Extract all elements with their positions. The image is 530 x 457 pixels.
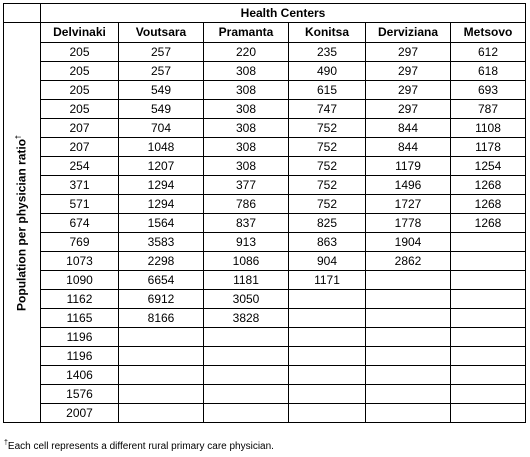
table-row	[4, 404, 526, 423]
row-label-text: Population per physician ratio	[14, 138, 29, 311]
column-header-delvinaki: Delvinaki	[41, 23, 119, 43]
table-cell: 297	[366, 62, 451, 81]
table-cell: 254	[41, 157, 119, 176]
table-cell: 377	[204, 176, 289, 195]
table-cell	[119, 366, 204, 385]
table-cell	[289, 347, 366, 366]
table-cell: 8166	[119, 309, 204, 328]
table-cell	[204, 404, 289, 423]
table-cell	[289, 404, 366, 423]
table-cell: 863	[289, 233, 366, 252]
health-centers-table	[3, 3, 526, 423]
table-cell: 1162	[41, 290, 119, 309]
column-header-konitsa: Konitsa	[289, 23, 366, 43]
table-cell: 752	[289, 138, 366, 157]
table-cell: 693	[451, 81, 526, 100]
table-cell: 3050	[204, 290, 289, 309]
table-cell: 3583	[119, 233, 204, 252]
table-cell: 1294	[119, 195, 204, 214]
table-cell: 205	[41, 43, 119, 62]
table-row	[4, 43, 526, 62]
column-header-voutsara: Voutsara	[119, 23, 204, 43]
table-cell: 752	[289, 176, 366, 195]
table-cell: 1406	[41, 366, 119, 385]
table-cell: 308	[204, 119, 289, 138]
table-cell: 1904	[366, 233, 451, 252]
table-cell	[289, 309, 366, 328]
table-cell: 207	[41, 138, 119, 157]
table-cell: 615	[289, 81, 366, 100]
table-cell: 1178	[451, 138, 526, 157]
table-cell	[451, 328, 526, 347]
table-cell	[366, 328, 451, 347]
table-cell: 787	[451, 100, 526, 119]
table-row	[4, 119, 526, 138]
table-cell	[366, 347, 451, 366]
table-cell: 2862	[366, 252, 451, 271]
table-row	[4, 366, 526, 385]
table-cell: 1294	[119, 176, 204, 195]
table-cell: 205	[41, 100, 119, 119]
table-cell: 904	[289, 252, 366, 271]
table-cell: 674	[41, 214, 119, 233]
table-cell	[289, 328, 366, 347]
table-cell: 308	[204, 157, 289, 176]
table-row	[4, 385, 526, 404]
table-row	[4, 271, 526, 290]
table-cell: 1179	[366, 157, 451, 176]
column-header-pramanta: Pramanta	[204, 23, 289, 43]
table-cell	[204, 347, 289, 366]
table-row	[4, 100, 526, 119]
table-cell	[451, 233, 526, 252]
table-cell: 1268	[451, 176, 526, 195]
table-cell: 618	[451, 62, 526, 81]
table-cell: 371	[41, 176, 119, 195]
table-cell: 205	[41, 81, 119, 100]
column-header-row	[4, 23, 526, 43]
table-cell: 1496	[366, 176, 451, 195]
table-row	[4, 62, 526, 81]
table-cell	[451, 385, 526, 404]
table-cell: 207	[41, 119, 119, 138]
table-cell: 257	[119, 43, 204, 62]
health-centers-table-container	[3, 3, 526, 423]
table-cell	[366, 366, 451, 385]
table-row	[4, 176, 526, 195]
table-body	[4, 23, 526, 423]
table-cell	[451, 404, 526, 423]
table-cell: 297	[366, 43, 451, 62]
table-cell: 1254	[451, 157, 526, 176]
table-row	[4, 328, 526, 347]
table-cell: 825	[289, 214, 366, 233]
table-row	[4, 290, 526, 309]
table-row	[4, 233, 526, 252]
table-cell: 1090	[41, 271, 119, 290]
table-cell: 704	[119, 119, 204, 138]
table-cell	[366, 385, 451, 404]
table-row	[4, 214, 526, 233]
table-cell	[204, 366, 289, 385]
table-cell: 1073	[41, 252, 119, 271]
table-cell	[289, 366, 366, 385]
table-cell	[451, 271, 526, 290]
table-cell: 752	[289, 195, 366, 214]
table-cell: 490	[289, 62, 366, 81]
table-cell	[119, 328, 204, 347]
row-label-footnote-marker: †	[15, 134, 23, 139]
table-cell: 1564	[119, 214, 204, 233]
table-cell: 2298	[119, 252, 204, 271]
table-cell: 235	[289, 43, 366, 62]
table-row	[4, 309, 526, 328]
table-cell: 1165	[41, 309, 119, 328]
table-cell: 1778	[366, 214, 451, 233]
group-header: Health Centers	[41, 4, 526, 23]
footnote	[4, 441, 274, 452]
table-row	[4, 252, 526, 271]
table-cell	[366, 290, 451, 309]
table-cell: 3828	[204, 309, 289, 328]
footnote-marker: †	[4, 439, 8, 447]
table-cell	[451, 252, 526, 271]
table-cell: 747	[289, 100, 366, 119]
table-cell: 205	[41, 62, 119, 81]
row-label-cell	[4, 23, 41, 423]
table-row	[4, 347, 526, 366]
table-cell: 1171	[289, 271, 366, 290]
table-cell	[366, 271, 451, 290]
table-cell	[451, 290, 526, 309]
table-cell: 1727	[366, 195, 451, 214]
table-cell	[451, 366, 526, 385]
column-header-derviziana: Derviziana	[366, 23, 451, 43]
table-cell: 1196	[41, 328, 119, 347]
table-cell: 1181	[204, 271, 289, 290]
table-cell	[119, 404, 204, 423]
row-label	[16, 135, 29, 311]
table-cell: 1086	[204, 252, 289, 271]
table-cell: 752	[289, 157, 366, 176]
table-cell: 1576	[41, 385, 119, 404]
table-cell: 769	[41, 233, 119, 252]
table-row	[4, 195, 526, 214]
table-cell: 1048	[119, 138, 204, 157]
table-cell: 752	[289, 119, 366, 138]
table-cell: 308	[204, 138, 289, 157]
table-cell: 2007	[41, 404, 119, 423]
table-cell: 6912	[119, 290, 204, 309]
table-cell: 297	[366, 100, 451, 119]
table-cell	[289, 385, 366, 404]
group-header-row	[4, 4, 526, 23]
table-cell: 6654	[119, 271, 204, 290]
table-cell: 1196	[41, 347, 119, 366]
table-cell: 220	[204, 43, 289, 62]
table-cell	[451, 347, 526, 366]
table-cell: 837	[204, 214, 289, 233]
table-cell: 571	[41, 195, 119, 214]
table-cell: 786	[204, 195, 289, 214]
table-cell: 308	[204, 81, 289, 100]
table-row	[4, 138, 526, 157]
table-cell: 308	[204, 100, 289, 119]
table-cell: 913	[204, 233, 289, 252]
table-cell	[451, 309, 526, 328]
table-cell	[119, 385, 204, 404]
table-cell: 1207	[119, 157, 204, 176]
table-cell: 844	[366, 119, 451, 138]
table-row	[4, 81, 526, 100]
column-header-metsovo: Metsovo	[451, 23, 526, 43]
table-cell: 1108	[451, 119, 526, 138]
table-cell	[289, 290, 366, 309]
table-cell	[204, 328, 289, 347]
corner-cell	[4, 4, 41, 23]
table-cell: 1268	[451, 195, 526, 214]
table-cell: 549	[119, 81, 204, 100]
table-cell: 1268	[451, 214, 526, 233]
table-row	[4, 157, 526, 176]
table-cell: 297	[366, 81, 451, 100]
table-cell: 257	[119, 62, 204, 81]
footnote-text: Each cell represents a different rural primary care physician.	[7, 441, 274, 452]
table-cell: 549	[119, 100, 204, 119]
table-cell	[366, 309, 451, 328]
table-cell	[119, 347, 204, 366]
table-cell	[204, 385, 289, 404]
table-cell	[366, 404, 451, 423]
table-cell: 308	[204, 62, 289, 81]
table-cell: 612	[451, 43, 526, 62]
table-cell: 844	[366, 138, 451, 157]
